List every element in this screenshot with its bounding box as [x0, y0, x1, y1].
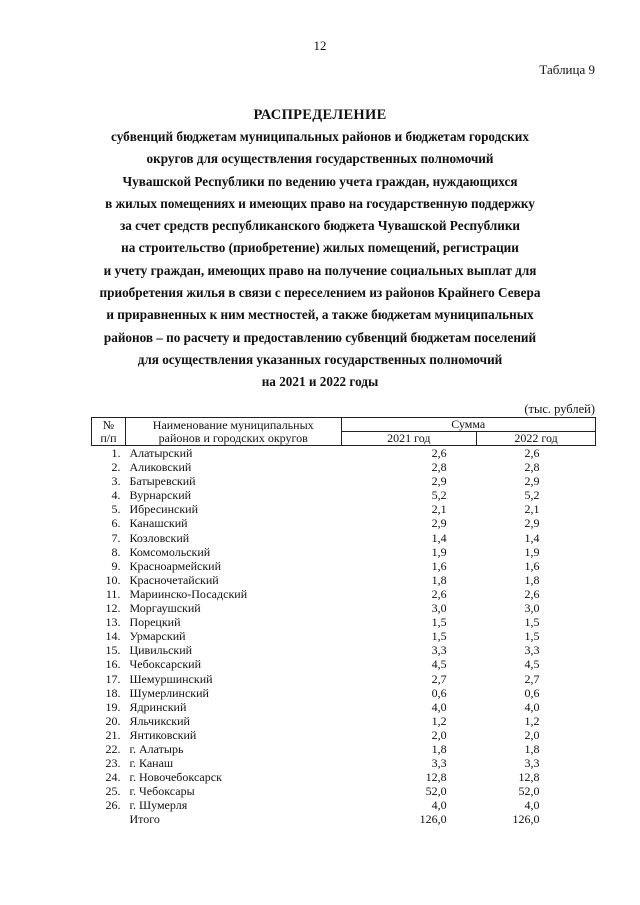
row-name: Шумерлинский	[129, 685, 209, 700]
row-2022: 1,5	[524, 615, 540, 630]
table-label: Таблица 9	[539, 62, 595, 77]
row-name: Комсомольский	[129, 544, 211, 559]
row-2021: 2,1	[431, 502, 447, 517]
heading-line: для осуществления указанных государственных полномочий	[137, 351, 503, 367]
heading-line: округов для осуществления государственных полномочий	[146, 151, 494, 167]
total-row	[92, 812, 596, 826]
row-2022: 1,8	[524, 741, 540, 756]
row-name: Батыревский	[129, 474, 196, 489]
row-number: 25.	[105, 784, 121, 799]
heading-line: за счет средств республиканского бюджета Чувашской Республики	[119, 218, 521, 234]
table-row	[92, 573, 596, 587]
row-2021: 1,5	[431, 629, 447, 644]
table-row	[92, 728, 596, 742]
total-2021: 126,0	[419, 812, 447, 827]
row-2022: 0,6	[524, 685, 540, 700]
header-name	[125, 418, 341, 446]
table-row	[92, 798, 596, 812]
row-2022: 1,5	[524, 629, 540, 644]
row-number: 1.	[111, 446, 121, 460]
table-row	[92, 516, 596, 530]
table-row	[92, 587, 596, 601]
row-2021: 4,0	[431, 798, 447, 813]
row-name: Козловский	[129, 530, 190, 545]
row-2022: 4,0	[524, 798, 540, 813]
table-row	[92, 700, 596, 714]
header-2022: 2022 год	[477, 432, 596, 446]
row-name: Мариинско-Посадский	[129, 586, 248, 601]
row-number: 2.	[111, 460, 121, 475]
table-row	[92, 545, 596, 559]
row-2021: 2,6	[431, 446, 447, 460]
row-name: Красноармейский	[129, 558, 222, 573]
row-number: 26.	[105, 798, 121, 813]
row-name: Чебоксарский	[129, 657, 201, 672]
heading-line: районов – по расчету и предоставлению субвенций бюджетам поселений	[103, 329, 537, 345]
row-2022: 3,3	[524, 756, 540, 771]
heading-line: в жилых помещениях и имеющих право на государственную поддержку	[105, 195, 535, 211]
row-name: Моргаушский	[129, 601, 201, 616]
row-2022: 1,4	[524, 530, 540, 545]
row-number: 20.	[105, 713, 121, 728]
header-num-line: №	[102, 417, 115, 432]
row-name: Порецкий	[129, 615, 181, 630]
table-row	[92, 643, 596, 657]
row-2022: 3,0	[524, 601, 540, 616]
row-name: Урмарский	[129, 629, 186, 644]
heading-line: и учету граждан, имеющих право на получение социальных выплат для	[103, 262, 537, 278]
row-2022: 4,5	[524, 657, 540, 672]
heading-title: РАСПРЕДЕЛЕНИЕ	[253, 107, 387, 123]
row-2022: 1,9	[524, 544, 540, 559]
header-num-line: п/п	[100, 430, 117, 445]
table-row	[92, 686, 596, 700]
row-2021: 1,5	[431, 615, 447, 630]
row-number: 12.	[105, 601, 121, 616]
row-name: г. Шумерля	[129, 798, 188, 813]
row-2022: 3,3	[524, 643, 540, 658]
row-number: 5.	[111, 502, 121, 517]
row-2021: 3,0	[431, 601, 447, 616]
table-row	[92, 601, 596, 615]
total-empty	[92, 812, 126, 826]
table-row	[92, 770, 596, 784]
row-2022: 2,1	[524, 502, 540, 517]
row-name: Янтиковский	[129, 727, 197, 742]
row-number: 6.	[111, 516, 121, 531]
row-2021: 3,3	[431, 756, 447, 771]
row-2021: 1,8	[431, 572, 447, 587]
row-number: 18.	[105, 685, 121, 700]
row-2021: 3,3	[431, 643, 447, 658]
row-name: г. Чебоксары	[129, 784, 195, 799]
distribution-table	[91, 417, 596, 827]
row-2021: 1,2	[431, 713, 447, 728]
table-row	[92, 446, 596, 461]
table-row	[92, 742, 596, 756]
row-2022: 2,9	[524, 474, 540, 489]
table-row	[92, 784, 596, 798]
row-2021: 4,0	[431, 699, 447, 714]
heading-line: на 2021 и 2022 годы	[261, 374, 379, 390]
row-2022: 2,8	[524, 460, 540, 475]
row-number: 4.	[111, 488, 121, 503]
row-number: 17.	[105, 671, 121, 686]
row-number: 22.	[105, 741, 121, 756]
heading	[60, 104, 580, 394]
row-2021: 2,0	[431, 727, 447, 742]
heading-line: и приравненных к ним местностей, а также бюджетам муниципальных	[106, 307, 534, 323]
units-note: (тыс. рублей)	[524, 402, 595, 416]
row-2022: 2,6	[524, 586, 540, 601]
header-name-line: районов и городских округов	[158, 430, 308, 445]
table-row	[92, 474, 596, 488]
row-2021: 4,5	[431, 657, 447, 672]
row-2021: 52,0	[425, 784, 447, 799]
row-2021: 2,9	[431, 474, 447, 489]
row-number: 14.	[105, 629, 121, 644]
table-row	[92, 672, 596, 686]
row-name: Шемуршинский	[129, 671, 213, 686]
row-number: 11.	[105, 586, 121, 601]
row-2022: 12,8	[518, 770, 540, 785]
row-name: Ибресинский	[129, 502, 199, 517]
row-name: Алатырский	[129, 446, 193, 460]
table-row	[92, 559, 596, 573]
row-name: Яльчикский	[129, 713, 190, 728]
row-2021: 12,8	[425, 770, 447, 785]
total-label: Итого	[129, 812, 160, 827]
row-number: 3.	[111, 474, 121, 489]
heading-line: субвенций бюджетам муниципальных районов и бюджетам городских	[111, 129, 529, 144]
total-2022: 126,0	[512, 812, 540, 827]
row-2021: 2,8	[431, 460, 447, 475]
row-2022: 5,2	[524, 488, 540, 503]
row-number: 10.	[105, 572, 121, 587]
header-num	[92, 418, 126, 446]
row-number: 19.	[105, 699, 121, 714]
table-row	[92, 657, 596, 671]
row-number: 8.	[111, 544, 121, 559]
row-2022: 2,6	[524, 446, 540, 460]
row-name: Канашский	[129, 516, 188, 531]
row-name: Ядринский	[129, 699, 187, 714]
row-2021: 2,9	[431, 516, 447, 531]
row-name: Красночетайский	[129, 572, 219, 587]
row-number: 24.	[105, 770, 121, 785]
row-2022: 1,6	[524, 558, 540, 573]
heading-line: на строительство (приобретение) жилых помещений, регистрации	[121, 240, 519, 256]
header-name-line: Наименование муниципальных	[152, 417, 314, 432]
table-row	[92, 460, 596, 474]
header-sum: Сумма	[341, 418, 596, 432]
row-2021: 5,2	[431, 488, 447, 503]
heading-line: приобретения жилья в связи с переселением из районов Крайнего Севера	[99, 285, 541, 301]
table-row	[92, 531, 596, 545]
row-2021: 1,4	[431, 530, 447, 545]
row-name: Аликовский	[129, 460, 192, 475]
table-row	[92, 756, 596, 770]
table-row	[92, 615, 596, 629]
row-number: 23.	[105, 756, 121, 771]
row-number: 16.	[105, 657, 121, 672]
table-row	[92, 714, 596, 728]
row-number: 15.	[105, 643, 121, 658]
row-name: г. Канаш	[129, 756, 174, 771]
row-2021: 1,9	[431, 544, 447, 559]
page-number: 12	[313, 38, 327, 53]
row-name: Цивильский	[129, 643, 193, 658]
row-number: 7.	[111, 530, 121, 545]
heading-line: Чувашской Республики по ведению учета граждан, нуждающихся	[122, 173, 518, 189]
row-2021: 2,6	[431, 586, 447, 601]
row-name: г. Алатырь	[129, 741, 184, 756]
table-row	[92, 488, 596, 502]
header-2021: 2021 год	[341, 432, 477, 446]
row-number: 21.	[105, 727, 121, 742]
row-2021: 1,8	[431, 741, 447, 756]
row-name: Вурнарский	[129, 488, 192, 503]
row-2022: 2,9	[524, 516, 540, 531]
row-2022: 2,7	[524, 671, 540, 686]
row-2022: 4,0	[524, 699, 540, 714]
row-2021: 2,7	[431, 671, 447, 686]
row-2022: 1,8	[524, 572, 540, 587]
table-row	[92, 629, 596, 643]
row-2021: 0,6	[431, 685, 447, 700]
row-2022: 2,0	[524, 727, 540, 742]
table-row	[92, 502, 596, 516]
row-name: г. Новочебоксарск	[129, 770, 222, 785]
row-number: 9.	[111, 558, 121, 573]
row-number: 13.	[105, 615, 121, 630]
row-2022: 52,0	[518, 784, 540, 799]
row-2022: 1,2	[524, 713, 540, 728]
row-2021: 1,6	[431, 558, 447, 573]
